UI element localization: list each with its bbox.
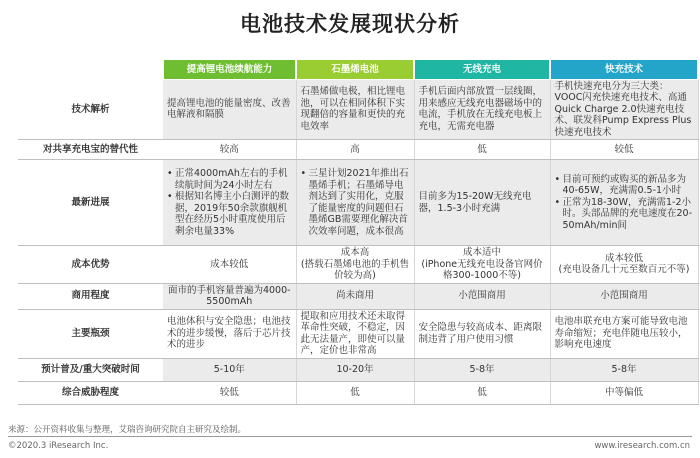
row-label: 商用程度 xyxy=(18,283,163,309)
row-label: 技术解析 xyxy=(18,79,163,140)
table-cell: 5-8年 xyxy=(550,358,698,381)
bullet-item: • 目前可预约或购买的新品多为40-65W，充满需0.5-1小时 xyxy=(555,174,694,197)
bullet-list xyxy=(555,174,694,232)
table-header-row xyxy=(18,60,698,79)
row-label: 主要瓶颈 xyxy=(18,309,163,358)
table-cell: 高 xyxy=(296,140,414,160)
table-cell: 5-10年 xyxy=(163,358,296,381)
table-row xyxy=(18,283,698,309)
column-header: 石墨烯电池 xyxy=(296,60,414,79)
bullet-list xyxy=(301,168,410,237)
table-row xyxy=(18,246,698,284)
table-cell: 提取和应用技术还未取得革命性突破，不稳定，因此无法量产，即使可以量产，定价也非常高 xyxy=(296,309,414,358)
footer-divider xyxy=(8,436,692,437)
table-cell: 较低 xyxy=(550,140,698,160)
table-row xyxy=(18,309,698,358)
cell-line: 成本高 xyxy=(340,247,370,258)
cell-line: 成本较低 xyxy=(604,252,643,264)
table-cell: 低 xyxy=(296,381,414,404)
table-cell: 10-20年 xyxy=(296,358,414,381)
table-cell: 5-8年 xyxy=(414,358,550,381)
table-cell: 手机后面内部放置一层线圈，用来感应无线充电器磁场中的电流，手机放在无线充电板上充电，无需充电器 xyxy=(414,79,550,140)
cell-line: (充电设备几十元至数百元不等) xyxy=(558,264,690,276)
table-row xyxy=(18,358,698,381)
column-header: 无线充电 xyxy=(414,60,550,79)
table-cell xyxy=(163,160,296,246)
page-title: 电池技术发展现状分析 xyxy=(240,12,460,36)
table-cell: 目前多为15-20W无线充电器，1.5-3小时充满 xyxy=(414,160,550,246)
row-label: 成本优势 xyxy=(18,246,163,284)
table-row xyxy=(18,140,698,160)
bullet-item: • 正常4000mAh左右的手机续航时间为24小时左右 xyxy=(167,168,292,191)
comparison-table xyxy=(18,60,699,405)
row-label: 预计普及/重大突破时间 xyxy=(18,358,163,381)
table-cell: 小范围商用 xyxy=(414,283,550,309)
table-cell: 石墨烯做电极，相比锂电池，可以在相同体积下实现翻倍的容量和更快的充电效率 xyxy=(296,79,414,140)
copyright-text: ©2020.3 iResearch Inc. xyxy=(8,441,109,451)
website-text: www.iresearch.com.cn xyxy=(594,441,690,451)
cell-line: (iPhone无线充电设备官网价格300-1000不等) xyxy=(421,258,543,281)
source-note: 来源：公开资料收集与整理，艾瑞咨询研究院自主研究及绘制。 xyxy=(8,425,247,435)
table-cell: 较低 xyxy=(163,381,296,404)
table-cell: 中等偏低 xyxy=(550,381,698,404)
table-cell xyxy=(296,246,414,284)
table-cell xyxy=(550,160,698,246)
row-label: 对共享充电宝的替代性 xyxy=(18,140,163,160)
table-cell: 安全隐患与较高成本、距离限制违背了用户使用习惯 xyxy=(414,309,550,358)
table-cell xyxy=(414,246,550,284)
column-header: 快充技术 xyxy=(550,60,698,79)
table-cell: 手机快速充电分为三大类：VOOC闪充快速充电技术、高通Quick Charge 2.0快速充电技术、联发科Pump Express Plus快速充电技术 xyxy=(550,79,698,140)
row-label: 综合威胁程度 xyxy=(18,381,163,404)
row-label: 最新进展 xyxy=(18,160,163,246)
table-cell: 尚未商用 xyxy=(296,283,414,309)
cell-line: 成本适中 xyxy=(462,247,501,258)
column-header: 提高锂电池续航能力 xyxy=(163,60,296,79)
bullet-list xyxy=(167,168,292,237)
header-corner xyxy=(18,60,163,79)
table-cell: 成本较低 xyxy=(163,246,296,284)
table-row xyxy=(18,79,698,140)
table-row xyxy=(18,381,698,404)
table-cell xyxy=(550,246,698,284)
table-row xyxy=(18,160,698,246)
table-cell: 面市的手机容量普遍为4000-5500mAh xyxy=(163,283,296,309)
bullet-item: • 根据知名博主小白测评的数据，2019年50余款旗舰机型在经历5小时重度使用后剩余电量33% xyxy=(167,191,292,237)
table-cell: 提高锂电池的能量密度、改善电解液和隔膜 xyxy=(163,79,296,140)
bullet-item: • 三星计划2021年推出石墨烯手机；石墨烯导电剂达到了实用化，克服了能量密度的问题但石墨烯GB需要理化解决首次效率问题，成本很高 xyxy=(301,168,410,237)
table-cell: 低 xyxy=(414,381,550,404)
table-cell: 小范围商用 xyxy=(550,283,698,309)
cell-line: (搭载石墨烯电池的手机售价较为高) xyxy=(300,258,410,281)
table-cell xyxy=(296,160,414,246)
table-cell: 较高 xyxy=(163,140,296,160)
table-cell: 电池体积与安全隐患；电池技术的进步缓慢，落后于芯片技术的进步 xyxy=(163,309,296,358)
bullet-item: • 正常为18-30W，充满需1-2小时。头部品牌的充电速度在20-50mAh/min间 xyxy=(555,197,694,232)
table-cell: 电池串联充电方案可能导致电池寿命缩短；充电伴随电压较小，影响充电速度 xyxy=(550,309,698,358)
table-cell: 低 xyxy=(414,140,550,160)
